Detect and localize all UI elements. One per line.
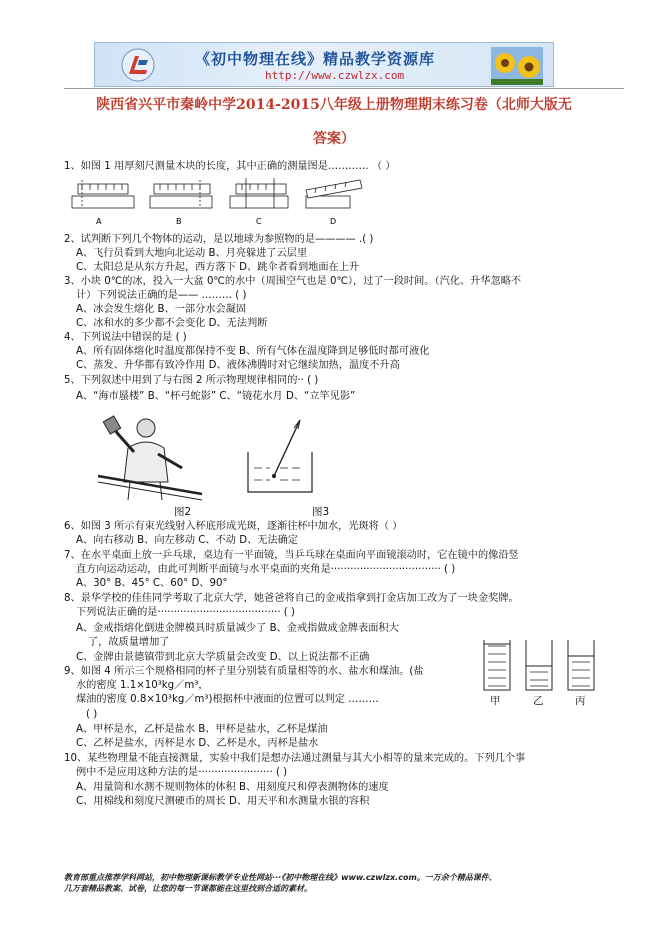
fig4-label-bing: 丙 [575,695,586,707]
q4-options-ab: A、所有固体熔化时温度都保持不变 B、所有气体在温度降到足够低时都可液化 [76,346,430,357]
question-10: 10、某些物理量不能直接测量，实验中我们是想办法通过测量与其大小相等的量来完成的。下列几个事 [64,753,526,764]
q9-options-cd: C、乙杯是盐水，丙杯是水 D、乙杯是水，丙杯是盐水 [76,738,319,749]
question-5: 5、下列叙述中用到了与右图 2 所示物理规律相同的·· ( ) [64,375,319,386]
header-divider [64,88,624,89]
q4-options-cd: C、蒸发、升华都有致冷作用 D、液体沸腾时对它继续加热，温度不升高 [76,360,400,371]
question-1: 1、如图 1 用厚刻尺测量木块的长度，其中正确的测量图是………… （ ） [64,161,396,172]
footer-line-1: 教育部重点推荐学科网站，初中物理新课标教学专业性网站···《初中物理在线》www.czwlzx.com。一万余个精品课件、 [64,873,497,882]
fig4-label-yi: 乙 [533,695,544,707]
q7-options: A、30° B、45° C、60° D、90° [76,578,228,589]
fig1-label-d: D [330,217,337,226]
question-9-cont1: 水的密度 1.1×10³kg／m³， [76,680,209,691]
q8-options-cd: C、金牌由景德镇带到北京大学质量会改变 D、以上说法都不正确 [76,652,370,663]
page-footer [64,872,624,894]
question-2: 2、试判断下列几个物体的运动，是以地球为参照物的是———— .( ) [64,234,374,245]
fig1-label-a: A [96,217,102,226]
question-7-cont: 直方向运动运动，由此可判断平面镜与水平桌面的夹角是·································· ( ) [76,564,456,575]
page-title: 陕西省兴平市秦岭中学2014-2015八年级上册物理期末练习卷（北师大版无 [96,97,572,113]
question-8-cont: 下列说法正确的是······································ ( ) [76,607,295,618]
question-9-blank: ( ) [86,709,98,720]
q3-options-ab: A、冰会发生熔化 B、一部分水会凝固 [76,304,247,315]
site-logo-icon [121,48,155,82]
q9-options-ab: A、甲杯是水，乙杯是盐水 B、甲杯是盐水，乙杯是煤油 [76,724,328,735]
fig1-label-c: C [256,217,262,226]
page-title-cont: 答案） [313,131,355,147]
question-6: 6、如图 3 所示有束光线射入杯底形成光斑，逐渐往杯中加水，光斑将（ ） [64,521,403,532]
question-10-cont: 例中不是应用这种方法的是······················· ( ) [76,767,288,778]
footer-line-2: 几万套精品教案、试卷，让您的每一节课都能在这里找到合适的素材。 [64,884,312,893]
q5-options: A、“海市蜃楼” B、“杯弓蛇影” C、“镜花水月 D、“立竿见影” [76,391,356,402]
banner-url[interactable]: http://www.czwlzx.com [265,69,405,82]
question-9-cont2: 煤油的密度 0.8×10³kg／m³)根据杯中液面的位置可以判定 ……… [76,694,379,705]
fig1-label-b: B [176,217,182,226]
q8-options-ab: A、金戒指熔化倒进金牌模具时质量减少了 B、金戒指做成金牌表面积大 [76,623,399,634]
q2-options-cd: C、太阳总是从东方升起，西方落下 D、跳伞者看到地面在上升 [76,262,360,273]
figure-4-three-cups [480,636,600,696]
figure-2-man-illustration [94,412,206,502]
q10-options-ab: A、用量筒和水测不规则物体的体积 B、用刻度尺和停表测物体的速度 [76,782,389,793]
figure-3-caption: 图3 [312,506,330,518]
question-3-cont: 计）下列说法正确的是—— ……… ( ) [76,290,247,301]
figure-2-caption: 图2 [174,506,192,518]
question-7: 7、在水平桌面上放一乒乓球，桌边有一平面镜，当乒乓球在桌面向平面镜滚动时，它在镜中的像沿竖 [64,550,519,561]
q2-options-ab: A、飞行员看到大地向北运动 B、月亮躲进了云层里 [76,248,308,259]
figure-1-rulers [70,176,370,232]
question-3: 3、小块 0℃的冰，投入一大盆 0℃的水中（周围空气也是 0℃），过了一段时间。（汽化、升华忽略不 [64,276,522,287]
banner-title: 《初中物理在线》精品教学资源库 [195,50,436,68]
q10-options-cd: C、用棉线和刻度尺测硬币的周长 D、用天平和水测量水银的容积 [76,796,370,807]
sunflower-icon [491,47,543,85]
q6-options: A、向右移动 B、向左移动 C、不动 D、无法确定 [76,535,299,546]
question-9: 9、如图 4 所示三个规格相同的杯子里分别装有质量相等的水、盐水和煤油。(盐 [64,666,424,677]
q8-option-b-cont: 了，故质量增加了 [88,637,170,648]
question-4: 4、下列说法中错误的是 ( ) [64,332,187,343]
fig4-label-jia: 甲 [490,695,501,707]
figure-3-light-cup [240,418,320,496]
question-8: 8、景华学校的佳佳同学考取了北京大学，她爸爸将自己的金戒指拿到打金店加工改为了一块金奖牌。 [64,593,519,604]
q3-options-cd: C、冰和水的多少都不会变化 D、无法判断 [76,318,268,329]
header-banner [94,42,554,87]
